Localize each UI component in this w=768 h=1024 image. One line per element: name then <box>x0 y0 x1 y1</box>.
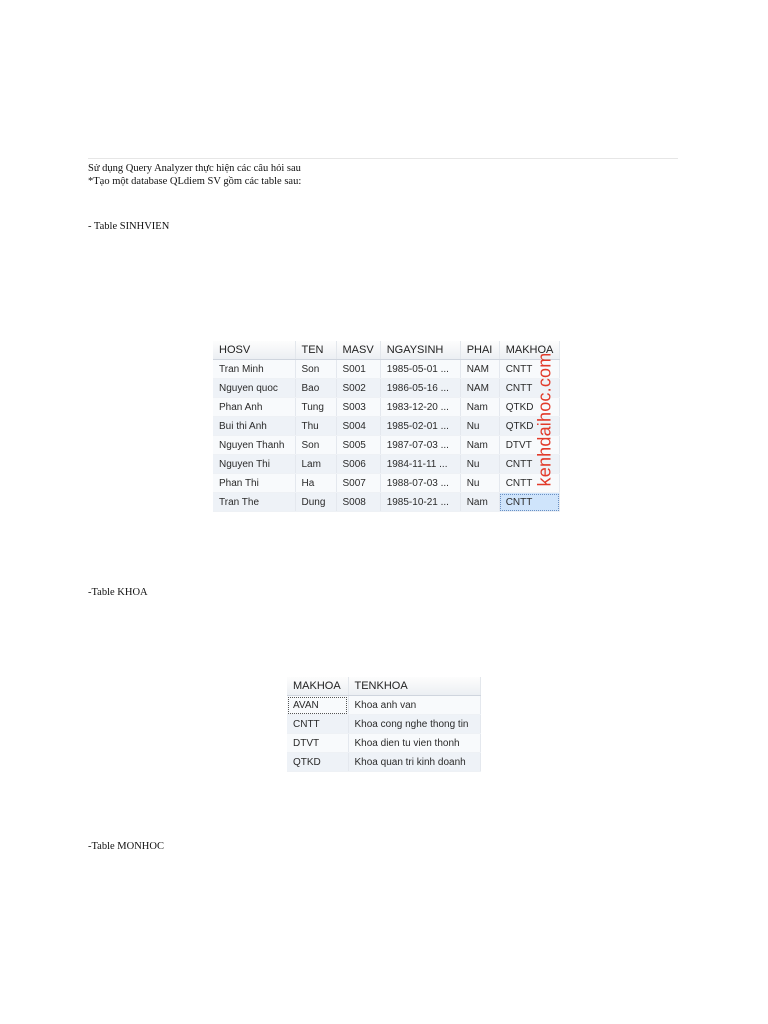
table-cell: Son <box>295 436 336 455</box>
table-row <box>287 696 480 715</box>
table-cell: Phan Anh <box>213 398 295 417</box>
section-heading-sinhvien: - Table SINHVIEN <box>88 221 170 232</box>
table-cell: DTVT <box>287 734 348 753</box>
table-cell: Khoa dien tu vien thonh <box>348 734 480 753</box>
khoa-table-image <box>287 677 481 772</box>
table-cell: NAM <box>460 360 499 379</box>
table-cell: S002 <box>336 379 380 398</box>
table-cell: Dung <box>295 493 336 512</box>
table-cell: Bui thi Anh <box>213 417 295 436</box>
table-cell: Tung <box>295 398 336 417</box>
table-row <box>287 715 480 734</box>
table-row <box>213 455 560 474</box>
table-cell: 1984-11-11 ... <box>380 455 460 474</box>
table-cell: 1985-10-21 ... <box>380 493 460 512</box>
column-header: HOSV <box>213 341 295 360</box>
table-cell: Nu <box>460 455 499 474</box>
table-cell: Ha <box>295 474 336 493</box>
table-cell: Nam <box>460 436 499 455</box>
table-cell: Phan Thi <box>213 474 295 493</box>
table-cell: CNTT <box>287 715 348 734</box>
table-cell: S007 <box>336 474 380 493</box>
table-cell: Thu <box>295 417 336 436</box>
table-cell: Nguyen quoc <box>213 379 295 398</box>
table-cell: Khoa quan tri kinh doanh <box>348 753 480 772</box>
section-heading-khoa: -Table KHOA <box>88 587 148 598</box>
column-header: MAKHOA <box>287 677 348 696</box>
table-row <box>287 734 480 753</box>
table-cell: S008 <box>336 493 380 512</box>
table-cell: Nu <box>460 474 499 493</box>
table-cell: Lam <box>295 455 336 474</box>
column-header: NGAYSINH <box>380 341 460 360</box>
section-heading-monhoc: -Table MONHOC <box>88 841 164 852</box>
table-cell: QTKD <box>287 753 348 772</box>
khoa-table <box>287 677 481 772</box>
table-row <box>213 417 560 436</box>
table-cell: 1983-12-20 ... <box>380 398 460 417</box>
table-cell: 1988-07-03 ... <box>380 474 460 493</box>
table-cell: Bao <box>295 379 336 398</box>
table-cell: NAM <box>460 379 499 398</box>
table-cell: S001 <box>336 360 380 379</box>
table-row <box>213 436 560 455</box>
table-cell: Nam <box>460 493 499 512</box>
table-cell: 1985-05-01 ... <box>380 360 460 379</box>
selected-table-cell: CNTT <box>499 493 560 512</box>
table-cell: QTKD <box>499 398 560 417</box>
table-row <box>213 493 560 512</box>
khoa-header-row <box>287 677 480 696</box>
table-cell: S006 <box>336 455 380 474</box>
table-cell: Nguyen Thanh <box>213 436 295 455</box>
table-cell: DTVT <box>499 436 560 455</box>
column-header: MASV <box>336 341 380 360</box>
table-cell: Nam <box>460 398 499 417</box>
column-header: TENKHOA <box>348 677 480 696</box>
table-cell: Son <box>295 360 336 379</box>
watermark-text: kenhdaihoc.com <box>534 352 555 486</box>
column-header: MAKHOA <box>499 341 560 360</box>
table-cell: CNTT <box>499 474 560 493</box>
table-cell: CNTT <box>499 455 560 474</box>
table-cell: 1985-02-01 ... <box>380 417 460 436</box>
table-cell: S005 <box>336 436 380 455</box>
table-row <box>213 474 560 493</box>
column-header: TEN <box>295 341 336 360</box>
table-cell: Tran Minh <box>213 360 295 379</box>
table-cell: QTKD <box>499 417 560 436</box>
table-cell: CNTT <box>499 379 560 398</box>
focused-table-cell: AVAN <box>287 696 348 715</box>
intro-line-2: *Tạo một database QLdiem SV gồm các table sau: <box>88 176 302 187</box>
table-row <box>213 379 560 398</box>
table-cell: Tran The <box>213 493 295 512</box>
table-row <box>213 398 560 417</box>
table-row <box>287 753 480 772</box>
table-cell: 1987-07-03 ... <box>380 436 460 455</box>
sinhvien-header-row <box>213 341 560 360</box>
table-cell: 1986-05-16 ... <box>380 379 460 398</box>
sinhvien-table-image <box>213 341 560 512</box>
table-cell: CNTT <box>499 360 560 379</box>
sinhvien-table <box>213 341 560 512</box>
intro-line-1: Sử dụng Query Analyzer thực hiện các câu hỏi sau <box>88 163 301 174</box>
column-header: PHAI <box>460 341 499 360</box>
watermark-logo <box>531 352 559 486</box>
table-cell: Khoa anh van <box>348 696 480 715</box>
header-rule <box>88 158 678 159</box>
table-cell: Nguyen Thi <box>213 455 295 474</box>
table-cell: Nu <box>460 417 499 436</box>
table-cell: S004 <box>336 417 380 436</box>
table-row <box>213 360 560 379</box>
table-cell: Khoa cong nghe thong tin <box>348 715 480 734</box>
table-cell: S003 <box>336 398 380 417</box>
